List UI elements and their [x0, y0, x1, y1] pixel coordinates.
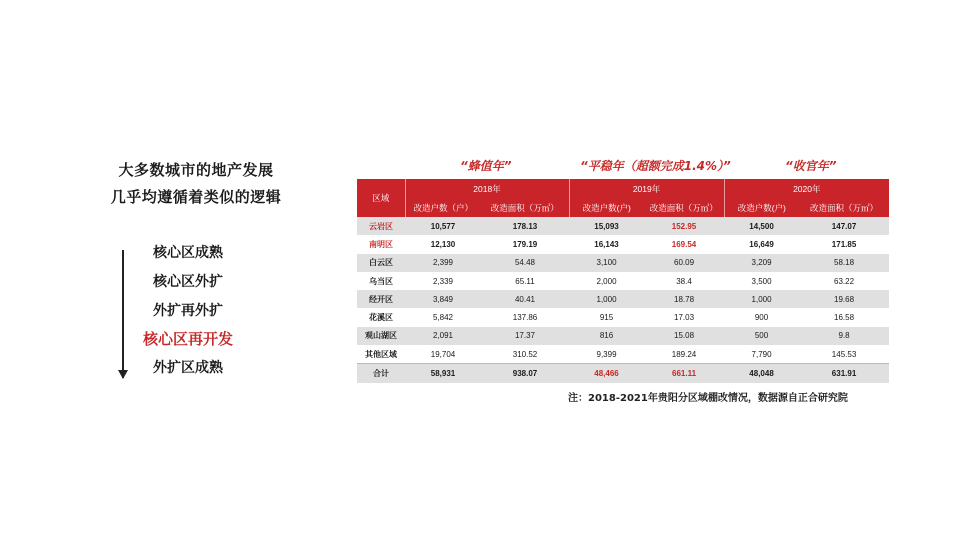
table-cell: 19.68: [799, 290, 889, 308]
district-name: 花溪区: [357, 308, 405, 326]
table-cell: 179.19: [481, 235, 569, 253]
table-cell: 816: [569, 327, 644, 345]
table-cell: 17.03: [644, 308, 724, 326]
table-row: [357, 272, 889, 290]
table-cell-highlight: 661.11: [644, 364, 724, 383]
table-row: [357, 235, 889, 253]
table-cell: 137.86: [481, 308, 569, 326]
table-cell: 171.85: [799, 235, 889, 253]
table-cell: 2,399: [405, 254, 481, 272]
district-name: 白云区: [357, 254, 405, 272]
table-row: [357, 308, 889, 326]
table-cell: 18.78: [644, 290, 724, 308]
table-cell: 60.09: [644, 254, 724, 272]
table-cell: 58.18: [799, 254, 889, 272]
table-cell: 145.53: [799, 345, 889, 364]
table-cell: 631.91: [799, 364, 889, 383]
table-cell: 17.37: [481, 327, 569, 345]
table-row: [357, 254, 889, 272]
total-label: 合计: [357, 364, 405, 383]
table-cell: 915: [569, 308, 644, 326]
table-row: [357, 345, 889, 364]
table-cell-highlight: 152.95: [644, 217, 724, 235]
table-cell: 3,849: [405, 290, 481, 308]
sub-header: 改造户数（户）: [405, 199, 481, 217]
renovation-table: [357, 179, 889, 383]
table-row: [357, 217, 889, 235]
table-cell: 310.52: [481, 345, 569, 364]
table-cell: 16.58: [799, 308, 889, 326]
table-cell: 938.07: [481, 364, 569, 383]
down-arrow-icon: [118, 370, 128, 379]
table-cell: 65.11: [481, 272, 569, 290]
table-cell: 500: [724, 327, 799, 345]
table-row: [357, 327, 889, 345]
table-cell: 189.24: [644, 345, 724, 364]
table-cell: 900: [724, 308, 799, 326]
step-1: 核心区成熟: [153, 245, 223, 261]
sub-header: 改造户数(户): [724, 199, 799, 217]
table-cell: 12,130: [405, 235, 481, 253]
development-steps: [118, 242, 308, 384]
table-cell: 16,143: [569, 235, 644, 253]
table-cell: 7,790: [724, 345, 799, 364]
step-4-highlight: 核心区再开发: [142, 330, 233, 348]
district-name: 经开区: [357, 290, 405, 308]
table-cell: 58,931: [405, 364, 481, 383]
table-cell-highlight: 48,466: [569, 364, 644, 383]
step-5: 外扩区成熟: [153, 360, 223, 376]
table-cell: 3,209: [724, 254, 799, 272]
district-name: 云岩区: [357, 217, 405, 235]
table-cell: 38.4: [644, 272, 724, 290]
table-cell: 9,399: [569, 345, 644, 364]
district-name: 观山湖区: [357, 327, 405, 345]
table-cell: 10,577: [405, 217, 481, 235]
table-cell: 63.22: [799, 272, 889, 290]
table-cell: 14,500: [724, 217, 799, 235]
table-cell: 3,500: [724, 272, 799, 290]
table-cell: 2,000: [569, 272, 644, 290]
table-cell-highlight: 169.54: [644, 235, 724, 253]
district-name: 其他区域: [357, 345, 405, 364]
era-label-2020: “收官年”: [785, 159, 837, 173]
down-arrow-line: [122, 250, 124, 378]
table-cell: 1,000: [569, 290, 644, 308]
sub-header: 改造面积（万㎡）: [799, 199, 889, 217]
table-cell: 2,091: [405, 327, 481, 345]
year-header-2019: 2019年: [569, 179, 724, 199]
district-name: 乌当区: [357, 272, 405, 290]
total-row: [357, 364, 889, 383]
step-3: 外扩再外扩: [153, 303, 223, 319]
heading-line-1: 大多数城市的地产发展: [118, 161, 274, 179]
table-cell: 15.08: [644, 327, 724, 345]
era-label-2019: “平稳年（超额完成1.4%）”: [580, 159, 731, 173]
table-cell: 54.48: [481, 254, 569, 272]
table-row: [357, 290, 889, 308]
table-cell: 15,093: [569, 217, 644, 235]
table-cell: 19,704: [405, 345, 481, 364]
table-cell: 16,649: [724, 235, 799, 253]
table-cell: 178.13: [481, 217, 569, 235]
year-header-2018: 2018年: [405, 179, 569, 199]
step-2: 核心区外扩: [153, 274, 223, 290]
table-cell: 48,048: [724, 364, 799, 383]
table-cell: 2,339: [405, 272, 481, 290]
sub-header: 改造面积（万㎡）: [644, 199, 724, 217]
district-header: 区域: [357, 179, 405, 217]
table-cell: 3,100: [569, 254, 644, 272]
source-note: 注：2018-2021年贵阳分区域棚改情况，数据源自正合研究院: [568, 393, 848, 404]
sub-header: 改造面积（万㎡）: [481, 199, 569, 217]
era-label-2018: “蜂值年”: [460, 159, 512, 173]
table-cell: 1,000: [724, 290, 799, 308]
sub-header: 改造户数(户): [569, 199, 644, 217]
table-cell: 147.07: [799, 217, 889, 235]
year-header-2020: 2020年: [724, 179, 889, 199]
table-cell: 40.41: [481, 290, 569, 308]
district-name: 南明区: [357, 235, 405, 253]
table-cell: 9.8: [799, 327, 889, 345]
heading-line-2: 几乎均遵循着类似的逻辑: [110, 188, 282, 206]
table-cell: 5,842: [405, 308, 481, 326]
